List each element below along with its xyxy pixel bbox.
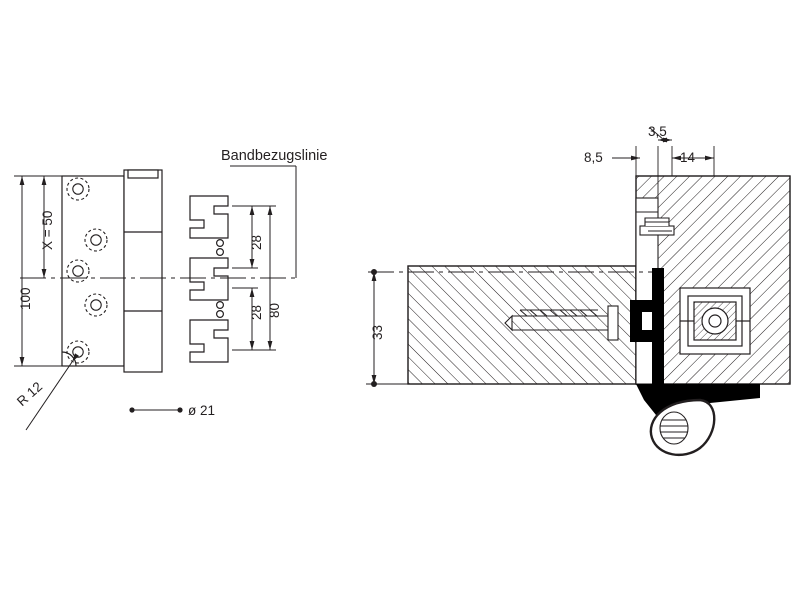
label-bandbezugslinie: Bandbezugslinie: [221, 148, 328, 164]
dimension-x50: X = 50: [40, 210, 55, 250]
dimension-8-5: 8,5: [584, 150, 603, 165]
dimension-14: 14: [680, 150, 696, 165]
dimension-3-5: 3,5: [648, 124, 667, 139]
dimension-radius-12: R 12: [14, 378, 46, 410]
dimension-28-top: 28: [249, 234, 264, 250]
dimension-100: 100: [18, 287, 33, 310]
dimension-hole-diameter: ø 21: [188, 403, 216, 418]
dimension-33: 33: [370, 324, 385, 340]
dimension-80: 80: [267, 302, 282, 318]
dimension-28-bottom: 28: [249, 304, 264, 320]
